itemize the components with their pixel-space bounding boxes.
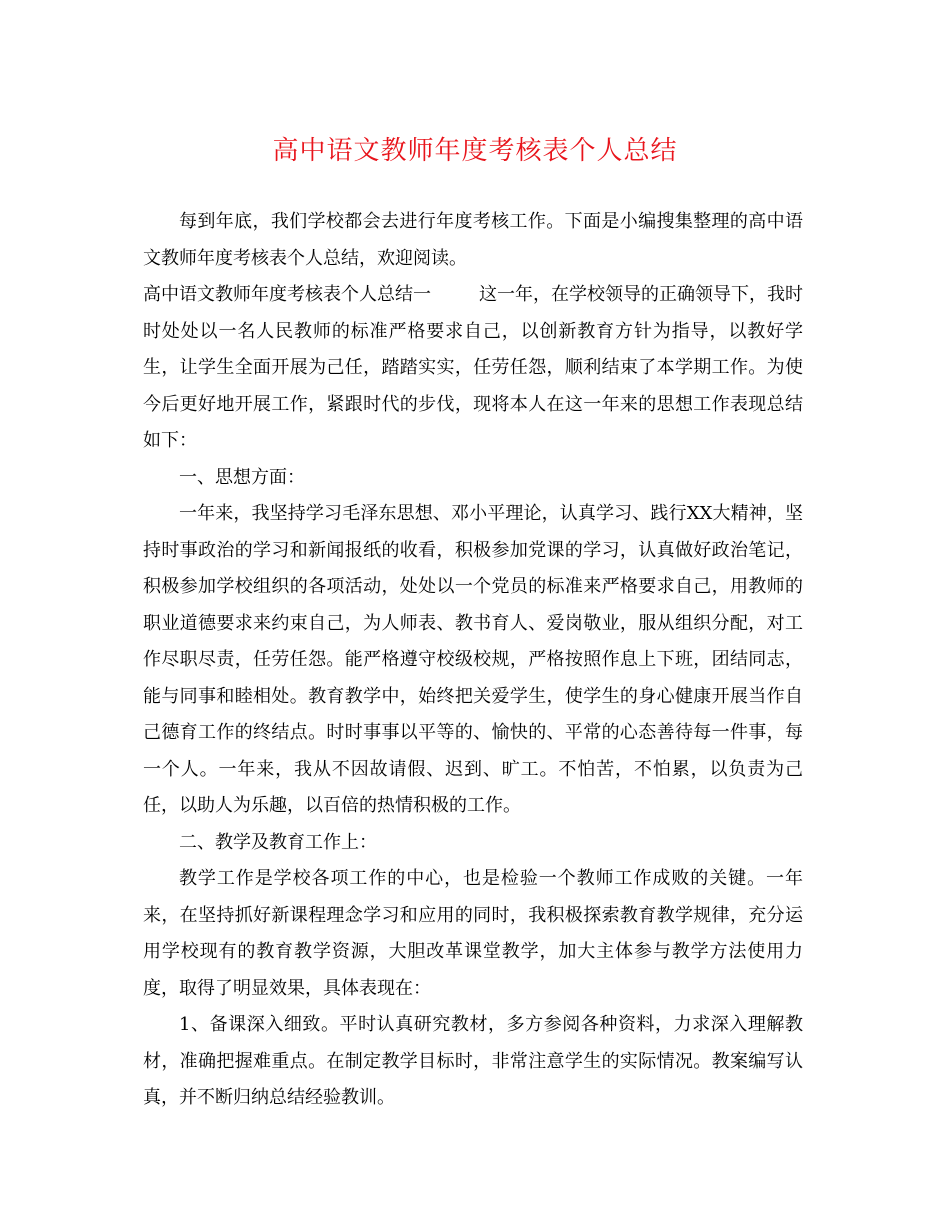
part-one-heading: 高中语文教师年度考核表个人总结一 [143, 284, 431, 305]
section-one-heading: 一、思想方面： [179, 466, 305, 488]
section-two-heading: 二、教学及教育工作上： [179, 831, 377, 853]
part-one-opening: 这一年，在学校领导的正确领导下，我时时处处以一名人民教师的标准严格要求自己，以创新教育方针为指导，以教好学生，让学生全面开展为己任，踏踏实实，任劳任怨，顺利结束了本学期工作。为使今后更好地开展工作，紧跟时代的步伐，现将本人在这一年来的思想工作表现总结如下： [143, 284, 803, 451]
item-one-paragraph: 1、备课深入细致。平时认真研究教材，多方参阅各种资料，力求深入理解教材，准确把握难重点。在制定教学目标时，非常注意学生的实际情况。教案编写认真，并不断归纳总结经验教训。 [143, 1014, 803, 1108]
section-two-body: 教学工作是学校各项工作的中心，也是检验一个教师工作成败的关键。一年来，在坚持抓好新课程理念学习和应用的同时，我积极探索教育教学规律，充分运用学校现有的教育教学资源，大胆改革课堂教学，加大主体参与教学方法使用力度，取得了明显效果，具体表现在： [143, 868, 803, 999]
document-title: 高中语文教师年度考核表个人总结 [272, 136, 678, 166]
intro-paragraph: 每到年底，我们学校都会去进行年度考核工作。下面是小编搜集整理的高中语文教师年度考核表个人总结，欢迎阅读。 [143, 211, 803, 269]
section-one-body: 一年来，我坚持学习毛泽东思想、邓小平理论，认真学习、践行XX大精神，坚持时事政治的学习和新闻报纸的收看，积极参加党课的学习，认真做好政治笔记，积极参加学校组织的各项活动，处处以一个党员的标准来严格要求自己，用教师的职业道德要求来约束自己，为人师表、教书育人、爱岗敬业，服从组织分配，对工作尽职尽责，任劳任怨。能严格遵守校级校规，严格按照作息上下班，团结同志，能与同事和睦相处。教育教学中，始终把关爱学生，使学生的身心健康开展当作自己德育工作的终结点。时时事事以平等的、愉快的、平常的心态善待每一件事，每一个人。一年来，我从不因故请假、迟到、旷工。不怕苦，不怕累，以负责为己任，以助人为乐趣，以百倍的热情积极的工作。 [143, 503, 803, 816]
part-one-paragraph [143, 277, 803, 460]
document-body [143, 204, 803, 1117]
